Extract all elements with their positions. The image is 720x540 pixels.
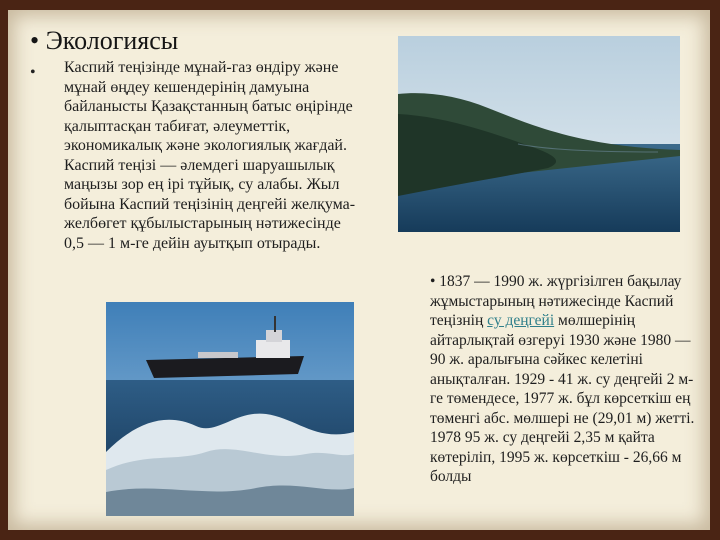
- paragraph-sea-level-part1: • 1837 — 1990 ж. жүргізілген бақылау жұмыстарының нәтижесінде Каспий теңізнің: [430, 273, 682, 329]
- paragraph-sea-level-part2: мөлшерінің айтарлықтай өзгеруі 1930 және 1980 — 90 ж. аралығына сәйкес келетіні анықталған. 1929 - 41 ж. су деңгейі 2 м-ге төмендесе, 1977 ж. бұл көрсеткіш ең төменгі абс. мөлшері не (29,01 м) жетті. 1978 95 ж. су деңгейі 2,35 м қайта көтеріліп, 1995 ж. көрсеткіш - 26,66 м болды: [430, 312, 695, 485]
- paragraph-ecology: Каспий теңізінде мұнай-газ өндіру және мұнай өңдеу кешендерінің дамуына байланысты Қазақстанның батыс өңірінде қалыптасқан табиғат, әлеуметтік, экономикалық және экологиялық жағдай. Каспий теңізі — әлемдегі шаруашылық маңызы зор ең ірі тұйық, су алабы. Жыл бойына Каспий теңізінің деңгейі желқума-желбөгет құбылыстарының нәтижесінде 0,5 — 1 м-ге дейін ауытқып отырады.: [64, 59, 356, 252]
- sea-level-link[interactable]: су деңгейі: [487, 312, 555, 329]
- slide-paper: [8, 10, 710, 530]
- tanker-ship-icon: [106, 302, 354, 516]
- paragraph-sea-level: [430, 272, 700, 487]
- ship-photo: [106, 302, 354, 516]
- slide-title: • Экологиясы: [30, 26, 179, 55]
- lake-photo: [398, 36, 680, 232]
- bullet-marker: •: [30, 64, 36, 81]
- lake-photo-icon: [398, 36, 680, 232]
